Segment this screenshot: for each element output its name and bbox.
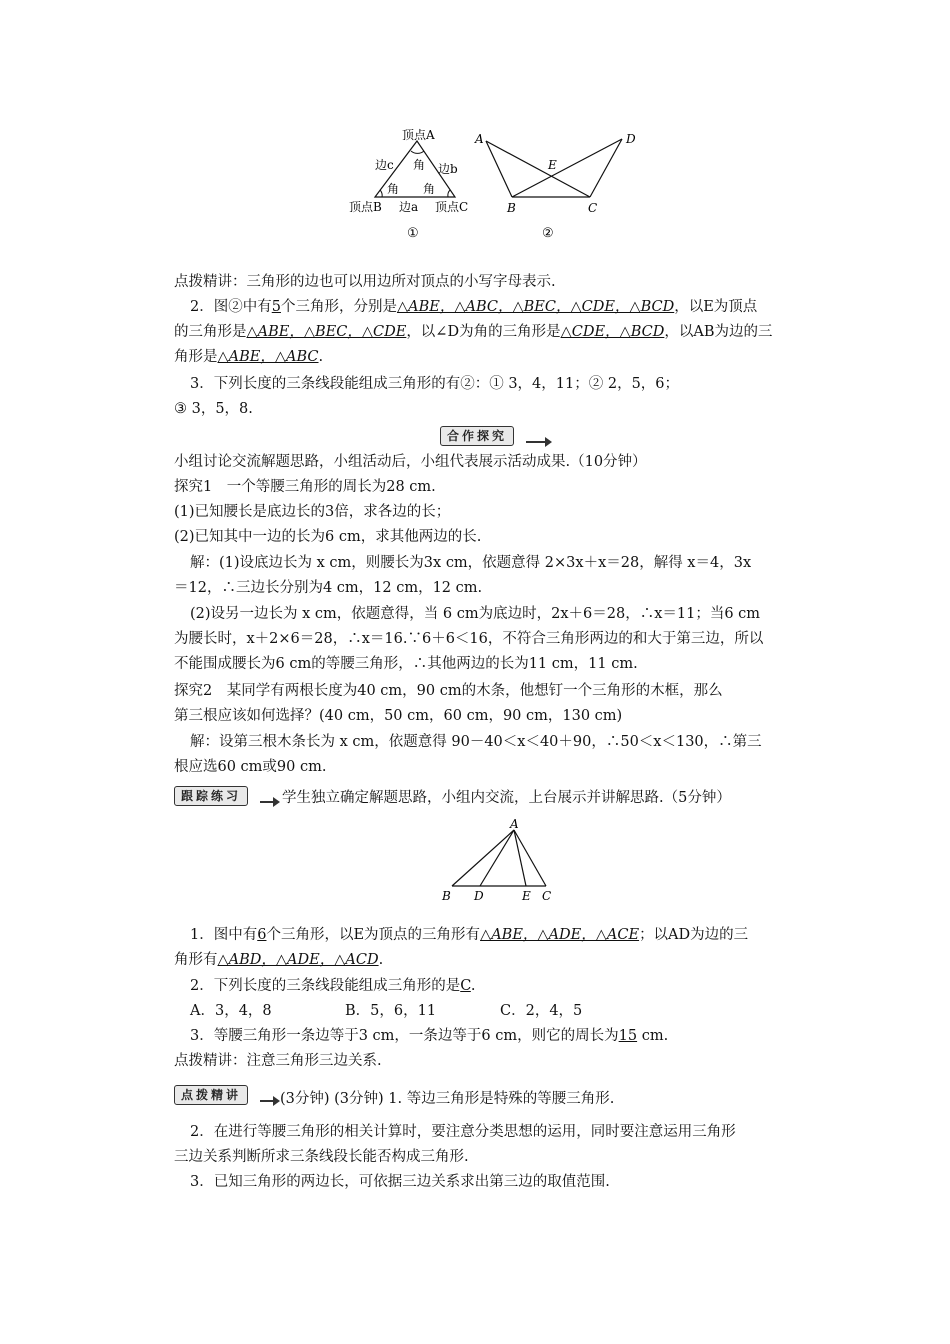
- track-tip: 点拨精讲：注意三角形三边关系.: [174, 1053, 382, 1069]
- banner-cooperative-label: 合作探究: [440, 426, 514, 446]
- banner-arrow-icon: [260, 801, 274, 803]
- exploration-1-question-1: (1)已知腰长是底边长的3倍，求各边的长；: [174, 504, 451, 520]
- answer-triangle-count: 5: [271, 299, 281, 315]
- label-c: C: [588, 201, 598, 215]
- label-a: A: [475, 132, 484, 146]
- answer-triangle-list: △ABE，△ABC，△BEC，△CDE，△BCD: [396, 299, 675, 315]
- answer-side-ab-list: △ABE，△ABC: [217, 349, 319, 365]
- track-question-1-line-2: 角形有△ABD，△ADE，△ACD.: [174, 952, 384, 968]
- label-angle-a: 角: [413, 158, 426, 172]
- figure-1-triangle: [345, 125, 485, 245]
- track-question-2: 2．下列长度的三条线段能组成三角形的是C.: [190, 978, 476, 994]
- label-e: E: [548, 158, 557, 172]
- label-a: A: [510, 818, 519, 831]
- banner-follow-up-practice: [174, 786, 278, 808]
- tips-line-1: (3分钟) (3分钟) 1. 等边三角形是特殊的等腰三角形.: [280, 1091, 615, 1107]
- track-intro: 学生独立确定解题思路，小组内交流，上台展示并讲解思路.（5分钟）: [282, 790, 731, 806]
- figure-1-caption: ①: [407, 226, 419, 241]
- label-c: C: [542, 889, 552, 903]
- option-c: C．2，4，5: [500, 1003, 583, 1019]
- label-side-b: 边b: [438, 162, 458, 176]
- label-b: B: [442, 889, 451, 903]
- label-angle-b: 角: [387, 182, 400, 196]
- figure-2-triangles: [470, 125, 650, 245]
- label-vertex-b: 顶点B: [349, 200, 382, 214]
- label-angle-c: 角: [423, 182, 436, 196]
- track-question-1-line-1: 1．图中有6个三角形，以E为顶点的三角形有△ABE，△ADE，△ACE；以AD为边的三: [190, 927, 749, 943]
- label-vertex-c: 顶点C: [435, 200, 469, 214]
- option-b: B．5，6，11: [345, 1003, 437, 1019]
- answer-track-ad-list: △ABD，△ADE，△ACD: [217, 952, 379, 968]
- label-d: D: [474, 889, 484, 903]
- option-a: A．3，4，8: [190, 1003, 272, 1019]
- label-vertex-a: 顶点A: [402, 128, 435, 142]
- track-question-3: 3．等腰三角形一条边等于3 cm，一条边等于6 cm，则它的周长为15 cm.: [190, 1028, 669, 1044]
- exploration-1-solution-1-line-2: ＝12，∴三边长分别为4 cm，12 cm，12 cm.: [174, 580, 483, 596]
- label-e: E: [522, 889, 531, 903]
- question-2-line-3: 角形是△ABE，△ABC.: [174, 349, 324, 365]
- banner-key-points: [174, 1085, 278, 1107]
- banner-cooperative-inquiry: [440, 426, 550, 448]
- exploration-2-solution-line-2: 根应选60 cm或90 cm.: [174, 759, 327, 775]
- exploration-1-solution-2-line-1: (2)设另一边长为 x cm，依题意得，当 6 cm为底边时，2x＋6＝28，∴x＝11；当6 cm: [190, 606, 761, 622]
- exploration-2-line-2: 第三根应该如何选择？(40 cm，50 cm，60 cm，90 cm，130 cm): [174, 708, 623, 724]
- question-3-line-1: 3．下列长度的三条线段能组成三角形的有②：① 3，4，11；② 2，5，6；: [190, 376, 680, 392]
- label-d: D: [626, 132, 636, 146]
- exploration-1-question-2: (2)已知其中一边的长为6 cm，求其他两边的长.: [174, 529, 482, 545]
- exploration-2-line-1: 探究2 某同学有两根长度为40 cm，90 cm的木条，他想钉一个三角形的木框，那么: [174, 683, 723, 699]
- banner-arrow-icon: [526, 441, 546, 443]
- coop-intro: 小组讨论交流解题思路，小组活动后，小组代表展示活动成果.（10分钟）: [174, 454, 647, 470]
- label-side-c: 边c: [375, 158, 394, 172]
- answer-track-count: 6: [257, 927, 267, 943]
- tips-line-3: 三边关系判断所求三条线段长能否构成三角形.: [174, 1149, 469, 1165]
- figure-2-caption: ②: [542, 226, 554, 241]
- label-side-a: 边a: [399, 200, 419, 214]
- exploration-2-solution-line-1: 解：设第三根木条长为 x cm，依题意得 90－40＜x＜40＋90，∴50＜x＜130，∴第三: [190, 734, 762, 750]
- answer-track-q3: 15: [618, 1028, 638, 1044]
- tips-line-2: 2．在进行等腰三角形的相关计算时，要注意分类思想的运用，同时要注意运用三角形: [190, 1124, 736, 1140]
- exploration-1-solution-2-line-2: 为腰长时，x＋2×6＝28，∴x＝16.∵6＋6＜16，不符合三角形两边的和大于第三边，所以: [174, 631, 764, 647]
- banner-follow-up-label: 跟踪练习: [174, 786, 248, 806]
- question-3-line-2: ③ 3，5，8.: [174, 401, 253, 417]
- figure-track-triangle: [436, 818, 566, 908]
- answer-track-e-list: △ABE，△ADE，△ACE: [480, 927, 640, 943]
- label-b: B: [507, 201, 516, 215]
- answer-angle-d-list: △CDE，△BCD: [560, 324, 665, 340]
- banner-key-points-label: 点拨精讲: [174, 1085, 248, 1105]
- question-2-line-1: 2．图②中有5个三角形，分别是△ABE，△ABC，△BEC，△CDE，△BCD，以E为顶点: [190, 299, 758, 315]
- tips-line-4: 3．已知三角形的两边长，可依据三边关系求出第三边的取值范围.: [190, 1174, 610, 1190]
- answer-track-q2: C: [460, 978, 471, 994]
- question-2-line-2: 的三角形是△ABE，△BEC，△CDE，以∠D为角的三角形是△CDE，△BCD，以AB为边的三: [174, 324, 773, 340]
- exploration-1-title: 探究1 一个等腰三角形的周长为28 cm.: [174, 479, 436, 495]
- answer-vertex-e-list: △ABE，△BEC，△CDE: [246, 324, 407, 340]
- exploration-1-solution-2-line-3: 不能围成腰长为6 cm的等腰三角形，∴其他两边的长为11 cm，11 cm.: [174, 656, 638, 672]
- exploration-1-solution-1-line-1: 解：(1)设底边长为 x cm，则腰长为3x cm，依题意得 2×3x＋x＝28，解得 x＝4，3x: [190, 555, 752, 571]
- banner-arrow-icon: [260, 1100, 274, 1102]
- tip-side-notation: 点拨精讲：三角形的边也可以用边所对顶点的小写字母表示.: [174, 274, 556, 290]
